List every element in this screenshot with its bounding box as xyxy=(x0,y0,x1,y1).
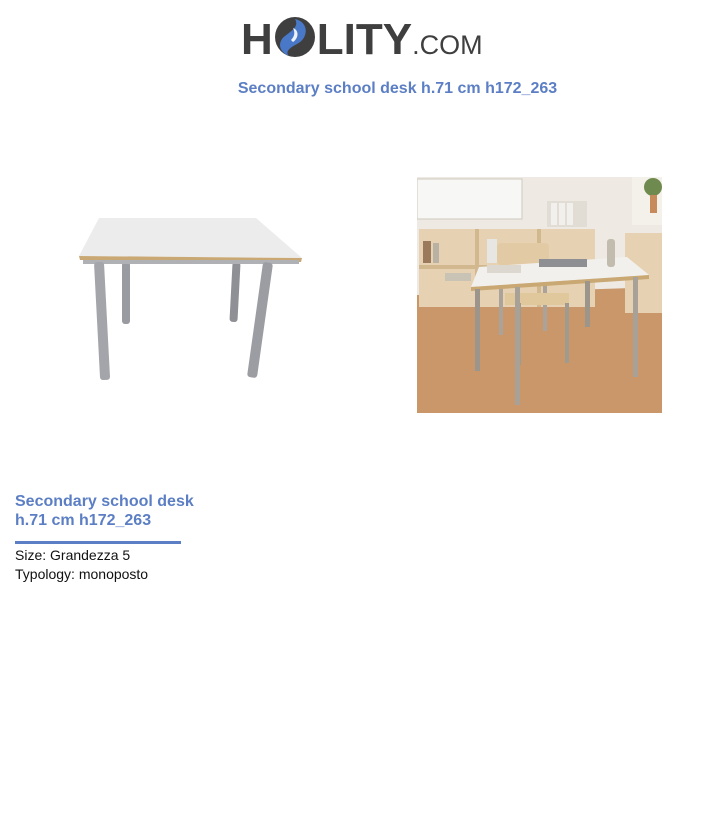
product-attributes xyxy=(15,546,148,584)
whiteboard xyxy=(417,179,522,219)
product-name: Secondary school desk h.71 cm h172_263 xyxy=(15,493,194,529)
product-image-classroom[interactable] xyxy=(417,177,662,413)
attribute-value: monoposto xyxy=(78,566,149,582)
product-image-desk[interactable] xyxy=(65,200,315,400)
desk-back-leg-right xyxy=(229,262,240,322)
logo-letters-lity: LITY xyxy=(316,15,413,64)
desk-front-leg-left xyxy=(94,262,110,380)
desk-top xyxy=(79,218,302,258)
site-logo[interactable] xyxy=(241,10,481,66)
desk-front-leg-right xyxy=(247,262,273,378)
logo-suffix: .COM xyxy=(412,30,483,60)
logo-letter-h: H xyxy=(241,15,273,64)
page-title: Secondary school desk h.71 cm h172_263 xyxy=(237,80,558,97)
product-name-divider xyxy=(15,541,181,544)
logo-o-swirl-icon xyxy=(273,18,317,58)
attribute-row-typology xyxy=(15,565,148,584)
attribute-value: Grandezza 5 xyxy=(50,547,131,563)
attribute-label: Typology: xyxy=(15,566,75,582)
attribute-row-size xyxy=(15,546,148,565)
logo-wordmark xyxy=(241,15,483,67)
desk-back-leg-left xyxy=(122,262,130,324)
attribute-label: Size: xyxy=(15,547,47,563)
